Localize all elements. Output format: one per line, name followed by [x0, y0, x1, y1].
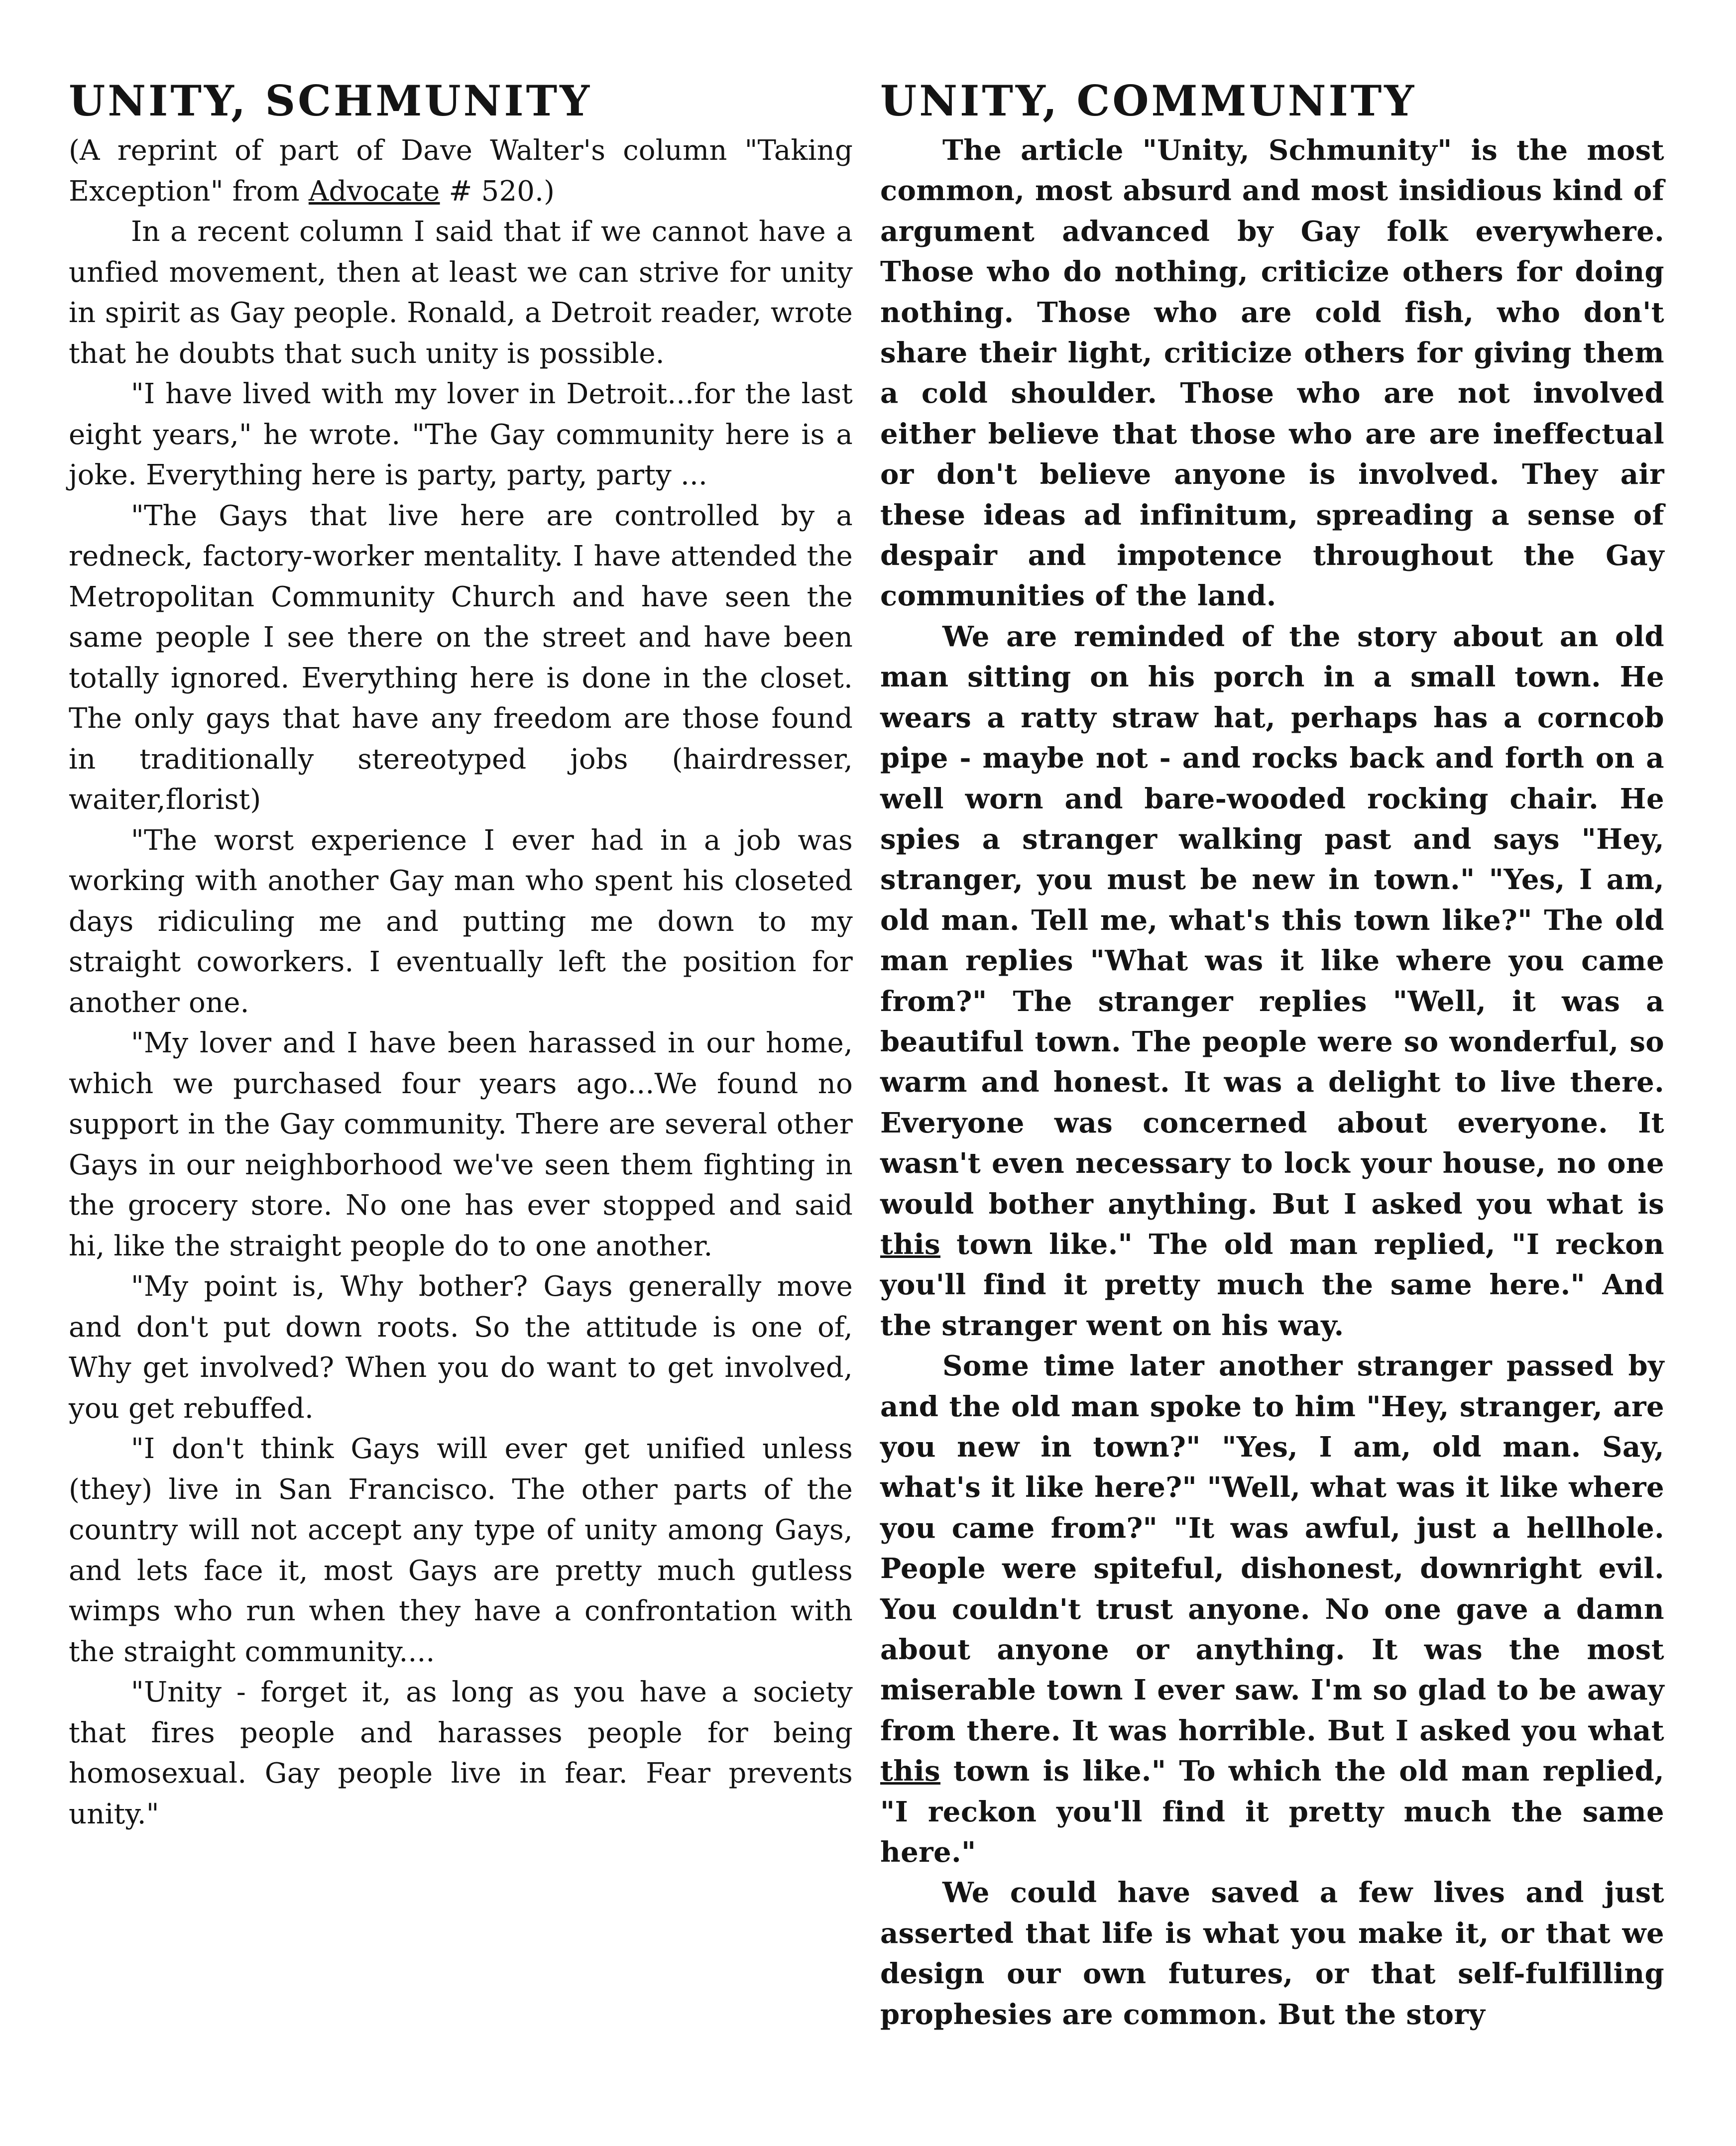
right-article-body	[880, 130, 1664, 2035]
left-intro-note: (A reprint of part of Dave Walter's column "Taking Exception" from Advocate # 520.)	[69, 134, 853, 208]
emphasis-this: this	[880, 1228, 940, 1261]
left-paragraph: "I don't think Gays will ever get unified unless (they) live in San Francisco. The other parts of the country will not accept any type of unity among Gays, and lets face it, most Gays are pretty much gutless wimps who run when they have a confrontation with the straight community....	[69, 1433, 853, 1668]
left-paragraph: "My point is, Why bother? Gays generally move and don't put down roots. So the attitude is one of, Why get involved? When you do want to get involved, you get rebuffed.	[69, 1270, 853, 1425]
publication-name: Advocate	[308, 175, 440, 208]
left-paragraph: "I have lived with my lover in Detroit...for the last eight years," he wrote. "The Gay community here is a joke. Everything here is party, party, party ...	[69, 378, 853, 491]
left-column	[69, 75, 853, 1834]
left-paragraph: "The Gays that live here are controlled by a redneck, factory-worker mentality. I have attended the Metropolitan Community Church and have seen the same people I see there on the street and have been totally ignored. Everything here is done in the closet. The only gays that have any freedom are those found in traditionally stereotyped jobs (hairdresser, waiter,florist)	[69, 499, 853, 816]
left-article-title: UNITY, SCHMUNITY	[69, 76, 592, 125]
right-paragraph: Some time later another stranger passed by and the old man spoke to him "Hey, stranger, are you new in town?" "Yes, I am, old man. Say, what's it like here?" "Well, what was it like where you came from?" "It was awful, just a hellhole. People were spiteful, dishonest, downright evil. You couldn't trust anyone. No one gave a damn about anyone or anything. It was the most miserable town I ever saw. I'm so glad to be away from there. It was horrible. But I asked you what this town is like." To which the old man replied, "I reckon you'll find it pretty much the same here."	[880, 1350, 1664, 1869]
right-paragraph: We could have saved a few lives and just asserted that life is what you make it, or that we design our own futures, or that self-fulfilling prophesies are common. But the story	[880, 1876, 1664, 2031]
right-paragraph: The article "Unity, Schmunity" is the most common, most absurd and most insidious kind of argument advanced by Gay folk everywhere. Those who do nothing, criticize others for doing nothing. Those who are cold fish, who don't share their light, criticize others for giving them a cold shoulder. Those who are not involved either believe that those who are are ineffectual or don't believe anyone is involved. They air these ideas ad infinitum, spreading a sense of despair and impotence throughout the Gay communities of the land.	[880, 134, 1664, 613]
right-column	[880, 75, 1664, 2035]
left-paragraph: "Unity - forget it, as long as you have a society that fires people and harasses people for being homosexual. Gay people live in fear. Fear prevents unity."	[69, 1676, 853, 1830]
right-article-title: UNITY, COMMUNITY	[880, 76, 1417, 125]
left-paragraph: In a recent column I said that if we cannot have a unfied movement, then at least we can strive for unity in spirit as Gay people. Ronald, a Detroit reader, wrote that he doubts that such unity is possible.	[69, 216, 853, 370]
left-paragraph: "The worst experience I ever had in a job was working with another Gay man who spent his closeted days ridiculing me and putting me down to my straight coworkers. I eventually left the position for another one.	[69, 824, 853, 1019]
emphasis-this: this	[880, 1755, 940, 1788]
left-article-body	[69, 130, 853, 1834]
left-paragraph: "My lover and I have been harassed in our home, which we purchased four years ago...We found no support in the Gay community. There are several other Gays in our neighborhood we've seen them fighting in the grocery store. No one has ever stopped and said hi, like the straight people do to one another.	[69, 1027, 853, 1262]
right-paragraph: We are reminded of the story about an old man sitting on his porch in a small town. He wears a ratty straw hat, perhaps has a corncob pipe - maybe not - and rocks back and forth on a well worn and bare-wooded rocking chair. He spies a stranger walking past and says "Hey, stranger, you must be new in town." "Yes, I am, old man. Tell me, what's this town like?" The old man replies "What was it like where you came from?" The stranger replies "Well, it was a beautiful town. The people were so wonderful, so warm and honest. It was a delight to live there. Everyone was concerned about everyone. It wasn't even necessary to lock your house, no one would bother anything. But I asked you what is this town like." The old man replied, "I reckon you'll find it pretty much the same here." And the stranger went on his way.	[880, 620, 1664, 1342]
